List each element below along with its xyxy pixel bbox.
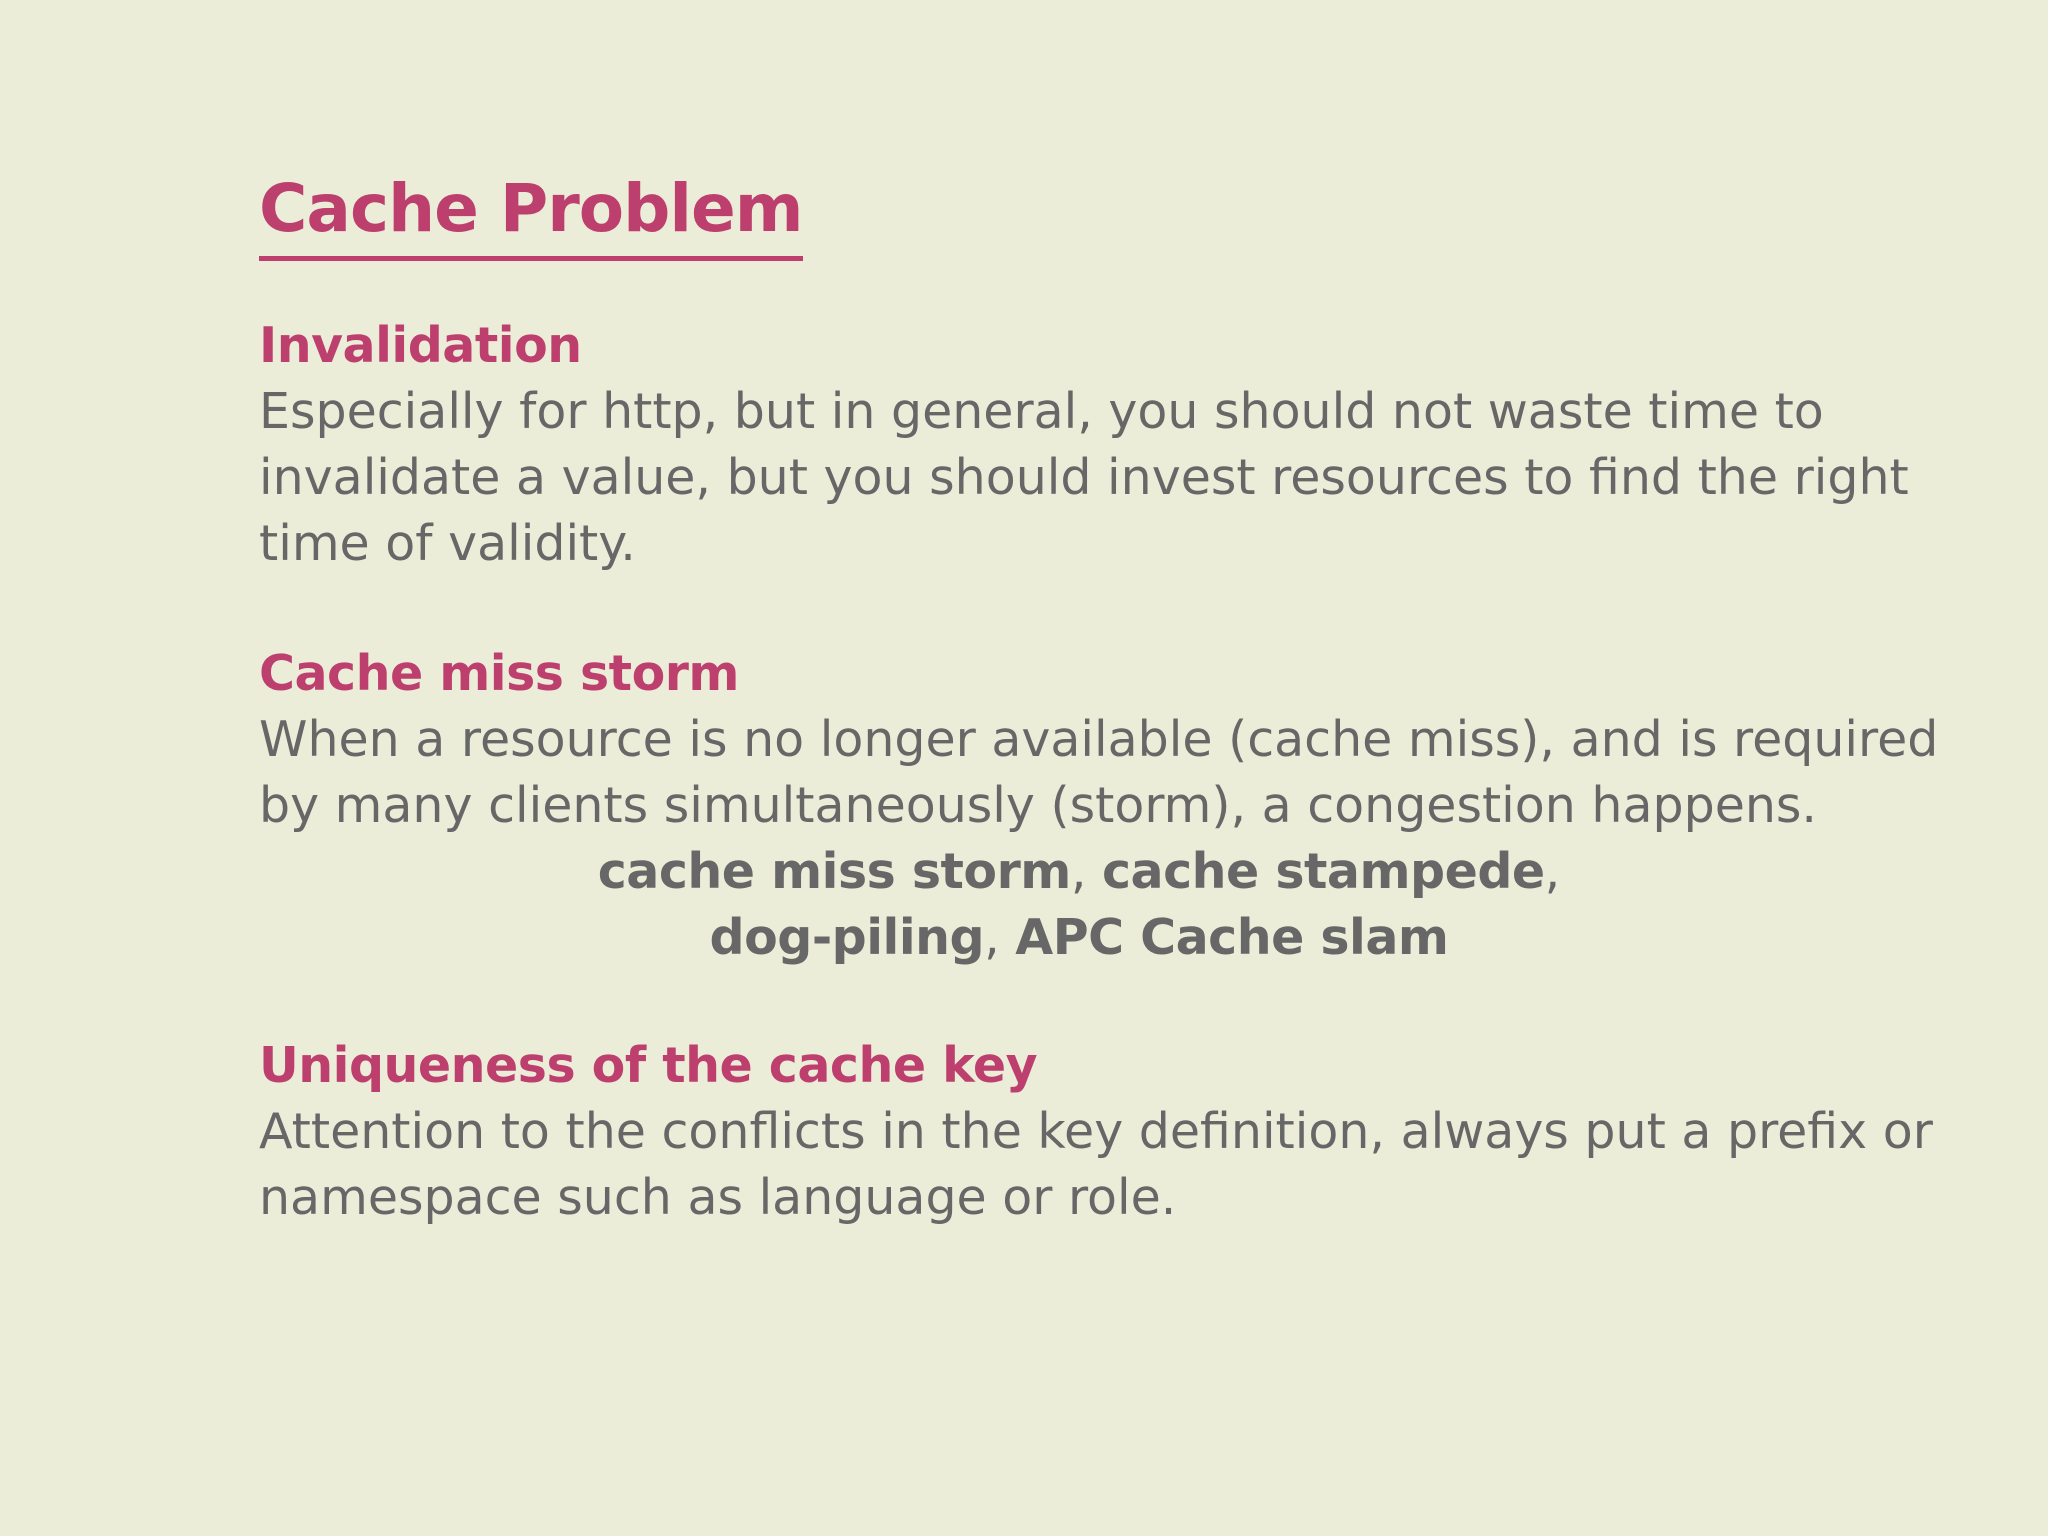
section-invalidation — [259, 313, 1909, 577]
section-heading: Invalidation — [259, 317, 582, 374]
term-trailing-comma: , — [1544, 843, 1561, 900]
body-line: namespace such as language or role. — [259, 1169, 1177, 1226]
term: cache stampede — [1101, 843, 1545, 900]
term-separator: , — [1070, 843, 1102, 900]
terms-line — [259, 905, 1899, 971]
section-heading: Uniqueness of the cache key — [259, 1037, 1038, 1094]
section-cache-miss-storm — [259, 641, 1939, 971]
section-heading: Cache miss storm — [259, 645, 739, 702]
terms-line — [259, 839, 1899, 905]
term-separator: , — [984, 909, 1016, 966]
section-cache-key-uniqueness — [259, 1033, 1933, 1231]
body-line: invalidate a value, but you should invest resources to find the right — [259, 449, 1909, 506]
body-line: Attention to the conflicts in the key definition, always put a prefix or — [259, 1103, 1933, 1160]
term: cache miss storm — [597, 843, 1071, 900]
body-line: When a resource is no longer available (cache miss), and is required — [259, 711, 1939, 768]
body-line: time of validity. — [259, 515, 636, 572]
term: dog-piling — [709, 909, 985, 966]
body-line: by many clients simultaneously (storm), a congestion happens. — [259, 777, 1817, 834]
term: APC Cache slam — [1015, 909, 1449, 966]
slide-title: Cache Problem — [259, 168, 803, 261]
body-line: Especially for http, but in general, you should not waste time to — [259, 383, 1824, 440]
